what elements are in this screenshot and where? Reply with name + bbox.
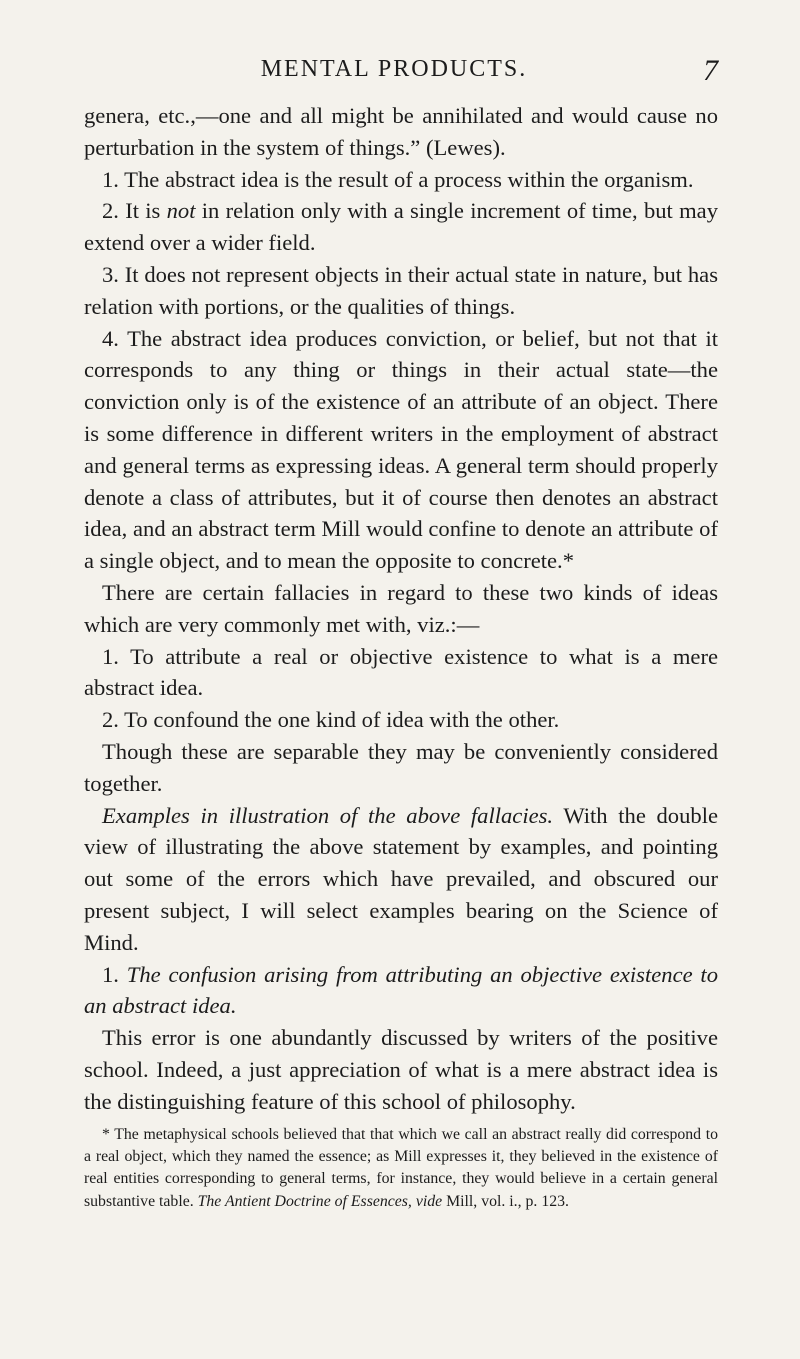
paragraph-positive-school: This error is one abundantly discussed by writers of the positive school. Indeed, a just appreciation of what is a mere abstract idea is the distinguishing feature of this school of philosophy. [84, 1025, 718, 1114]
paragraph-point-2: 2. It is not in relation only with a single increment of time, but may extend over a wider field. [84, 198, 718, 256]
paragraph-point-4: 4. The abstract idea produces conviction, or belief, but not that it corresponds to any thing or things in their actual state—the conviction only is of the existence of an attribute of an object. There is some difference in different writers in the employment of abstract and general terms as expressing ideas. A general term should properly denote a class of attributes, but it of course then denotes an abstract idea, and an abstract term Mill would confine to denote an attribute of a single object, and to mean the opposite to concrete.* [84, 325, 718, 574]
body-text [84, 100, 718, 1213]
paragraph-fallacies-intro: There are certain fallacies in regard to these two kinds of ideas which are very commonly met with, viz.:— [84, 579, 718, 637]
footnote [84, 1124, 718, 1214]
paragraph-examples: Examples in illustration of the above fallacies. With the double view of illustrating the above statement by examples, and pointing out some of the errors which have prevailed, and obscured our present subject, I will select examples bearing on the Science of Mind. [84, 802, 719, 955]
running-header-title: MENTAL PRODUCTS. [260, 56, 528, 82]
paragraph-fallacy-2: 2. To confound the one kind of idea with the other. [102, 707, 560, 733]
paragraph-point-3: 3. It does not represent objects in their actual state in nature, but has relation with portions, or the qualities of things. [84, 261, 718, 319]
page-number: 7 [703, 54, 718, 87]
paragraph-continuation: genera, etc.,—one and all might be annihilated and would cause no perturbation in the system of things.” (Lewes). [84, 103, 718, 160]
footnote-text: * The metaphysical schools believed that that which we call an abstract really did correspond to a real object, which they named the essence; as Mill expresses it, they believed in the existence of real entities corresponding to general terms, for instance, they would believe in a certain general substantive table. The Antient Doctrine of Essences, vide Mill, vol. i., p. 123. [84, 1125, 718, 1210]
paragraph-example-heading-1: 1. The confusion arising from attributing an objective existence to an abstract idea. [84, 961, 719, 1019]
running-header [70, 56, 718, 86]
paragraph-point-1: 1. The abstract idea is the result of a process within the organism. [102, 166, 694, 192]
paragraph-separable: Though these are separable they may be conveniently considered together. [84, 738, 718, 796]
paragraph-fallacy-1: 1. To attribute a real or objective existence to what is a mere abstract idea. [84, 643, 718, 701]
